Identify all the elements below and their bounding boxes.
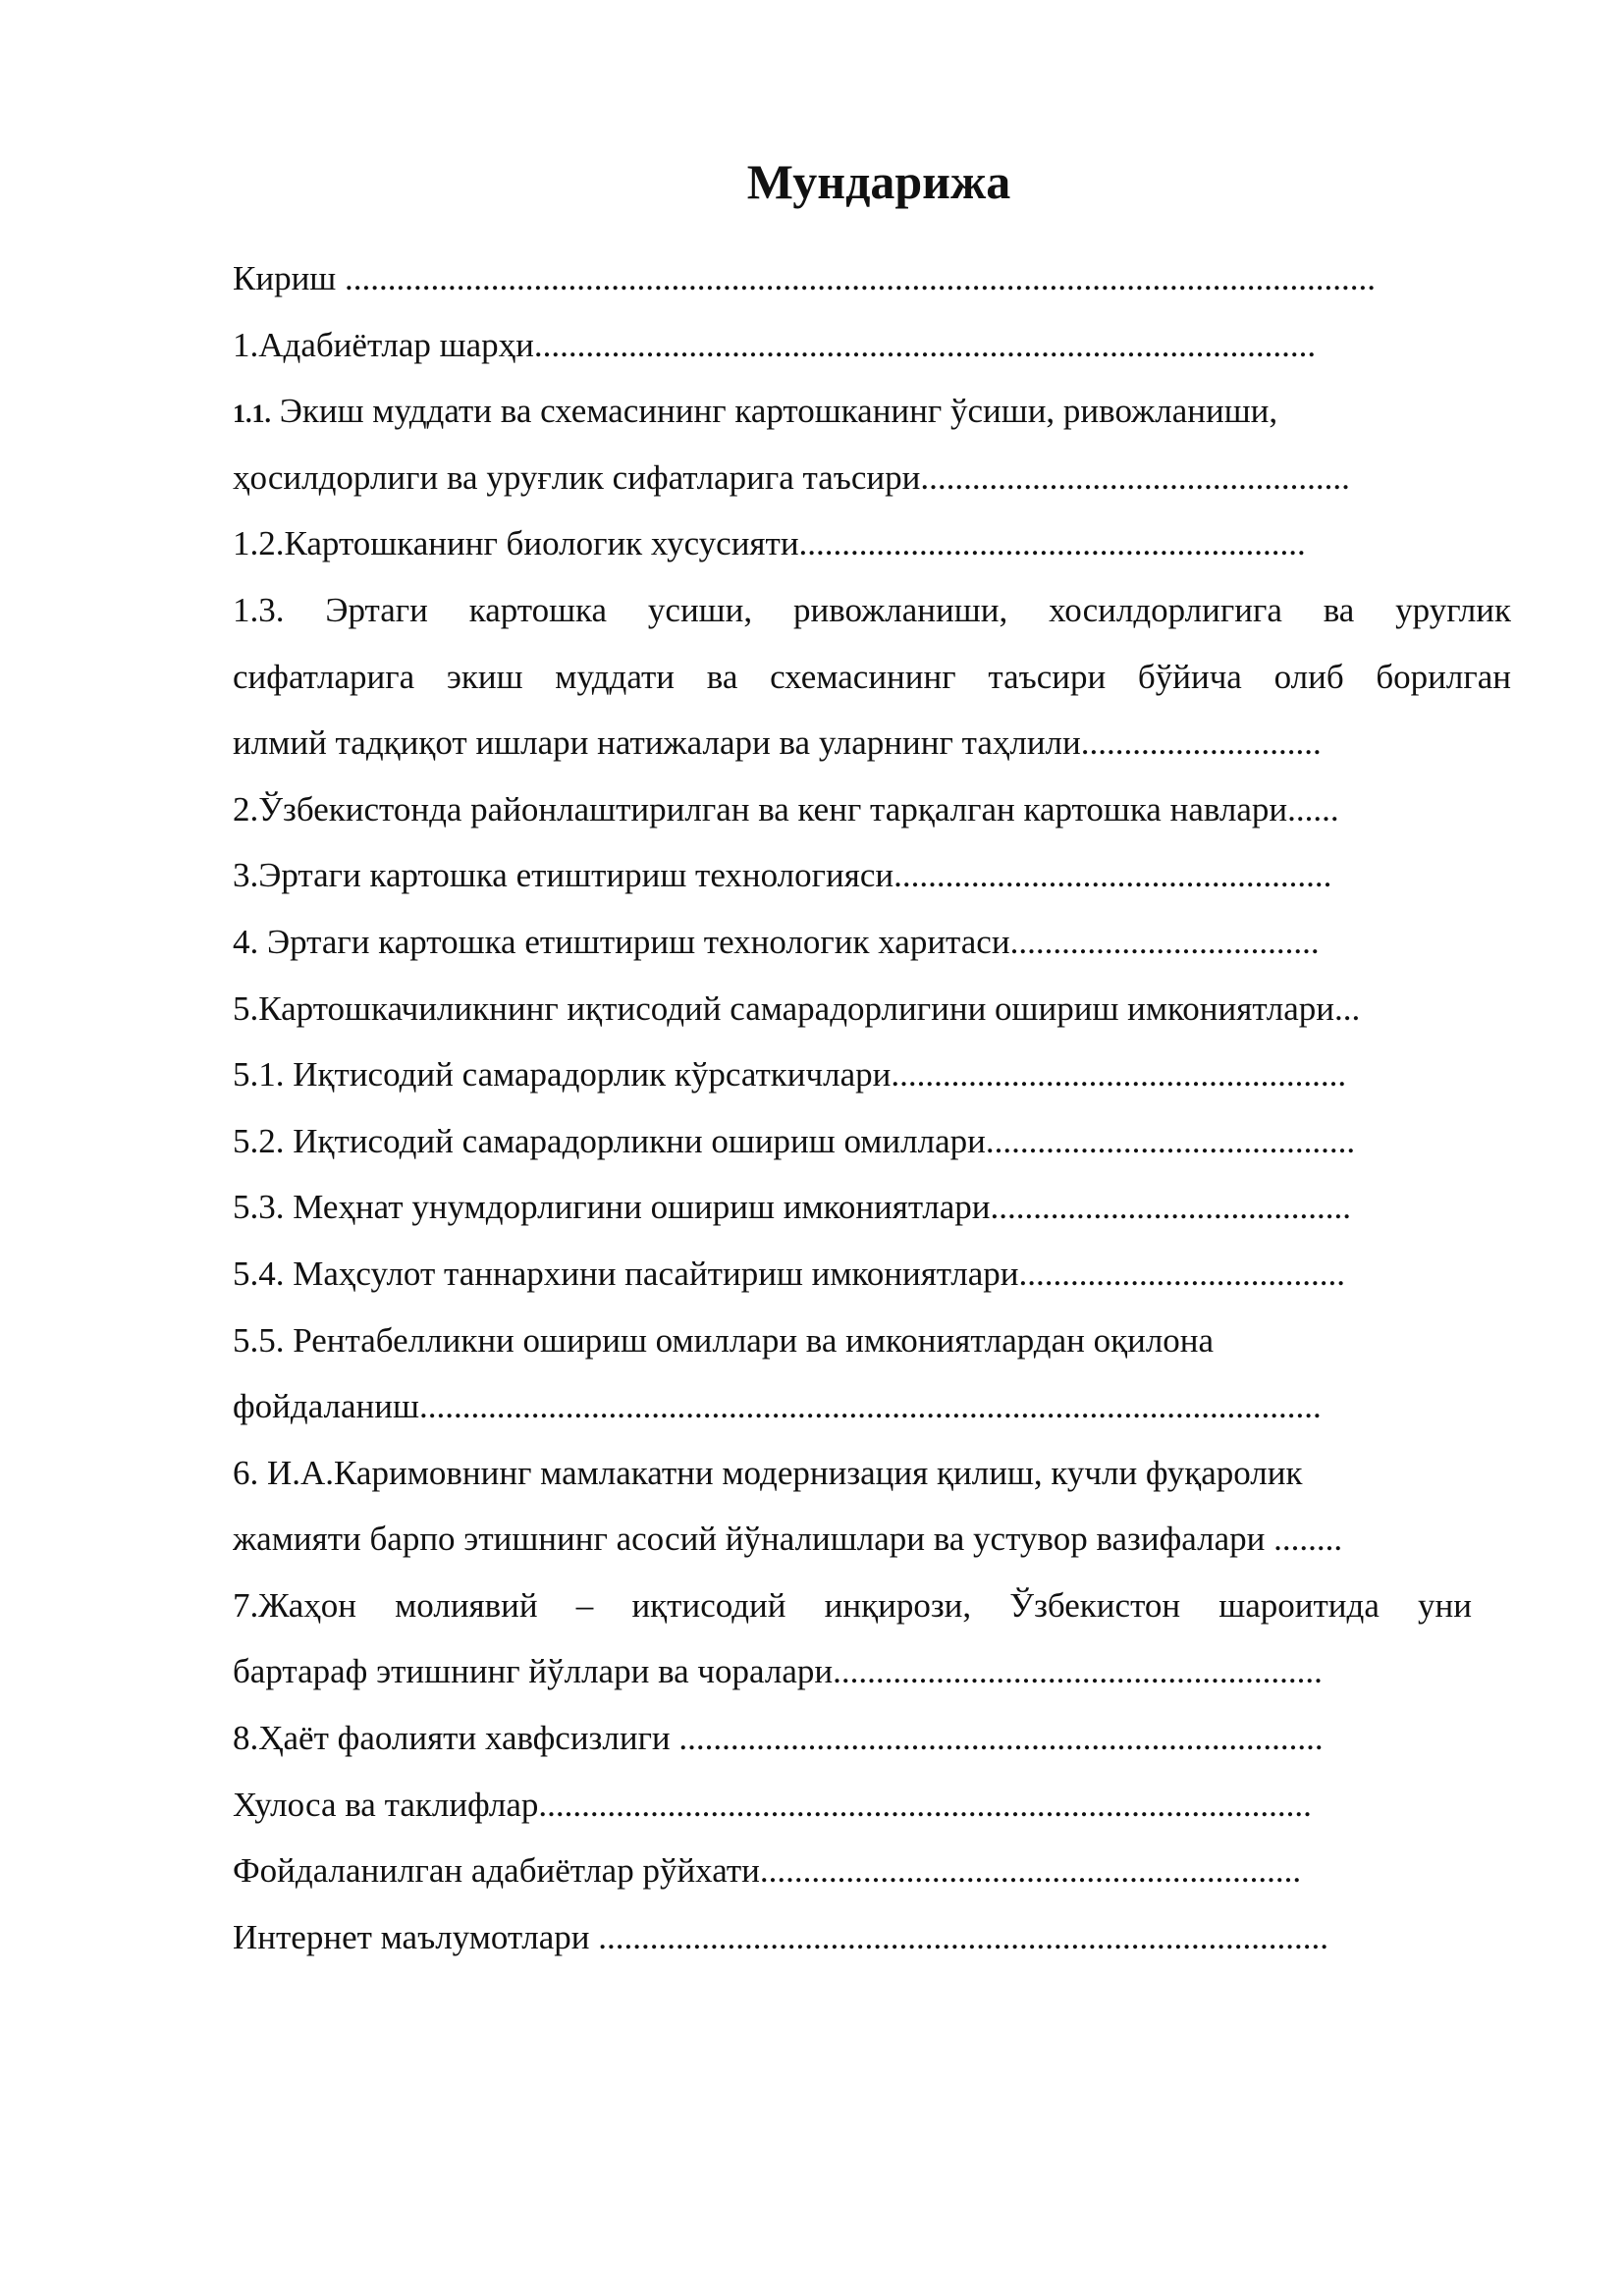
toc-entry-number: 1.1.	[233, 400, 271, 429]
table-of-contents	[233, 245, 1509, 1970]
toc-entry-text: илмий тадқиқот ишлари натижалари ва уларнинг таҳлили............................	[233, 723, 1322, 763]
toc-entry	[233, 1506, 1509, 1573]
toc-entry-text: фойдаланиш.........................................................................................................	[233, 1387, 1322, 1426]
toc-entry-text: Фойдаланилган адабиётлар рўйхати...............................................................	[233, 1851, 1302, 1891]
toc-entry-text: 8.Ҳаёт фаолияти хавфсизлиги ...........................................................................	[233, 1719, 1324, 1758]
toc-entry-text: 1.2.Картошканинг биологик хусусияти...........................................................	[233, 524, 1306, 563]
toc-entry	[233, 1838, 1509, 1904]
toc-entry	[233, 1440, 1509, 1507]
toc-entry	[233, 245, 1509, 312]
toc-entry	[233, 1241, 1509, 1308]
toc-entry-text: Хулоса ва таклифлар..........................................................................................	[233, 1785, 1312, 1824]
toc-entry	[233, 1772, 1509, 1839]
toc-entry-text: 3.Эртаги картошка етиштириш технологияси...................................................	[233, 856, 1332, 895]
toc-entry	[233, 1638, 1509, 1705]
toc-entry-text: Экиш муддати ва схемасининг картошканинг ўсиши, ривожланиши,	[271, 392, 1278, 431]
toc-entry: 1.3. Эртаги картошка усиши, ривожланиши, хосилдорлигига ва уруглик	[233, 590, 1511, 629]
toc-entry	[233, 1174, 1509, 1241]
toc-entry	[233, 445, 1509, 511]
toc-entry-text: 5.1. Иқтисодий самарадорлик кўрсаткичлари.....................................................	[233, 1055, 1347, 1095]
toc-entry-text: 5.4. Маҳсулот таннархини пасайтириш имкониятлари......................................	[233, 1254, 1345, 1293]
toc-entry	[233, 1041, 1509, 1108]
toc-entry-text: 5.3. Меҳнат унумдорлигини ошириш имкониятлари..........................................	[233, 1188, 1352, 1227]
toc-entry	[233, 510, 1509, 577]
toc-entry	[233, 1904, 1509, 1971]
toc-entry: сифатларига экиш муддати ва схемасининг таъсири бўйича олиб борилган	[233, 657, 1511, 696]
toc-entry: 7.Жаҳон молиявий – иқтисодий инқирози, Ўзбекистон шароитида уни	[233, 1585, 1472, 1625]
toc-entry	[233, 1308, 1509, 1374]
toc-entry-text: 1.Адабиётлар шарҳи...........................................................................................	[233, 325, 1317, 364]
toc-entry	[233, 1108, 1509, 1175]
toc-entry-text: 5.Картошкачиликнинг иқтисодий самарадорлигини ошириш имкониятлари...	[233, 988, 1361, 1028]
toc-entry-text: 6. И.А.Каримовнинг мамлакатни модернизация қилиш, кучли фуқаролик	[233, 1453, 1303, 1492]
toc-entry	[233, 842, 1509, 909]
toc-entry-text: бартараф этишнинг йўллари ва чоралари.........................................................	[233, 1652, 1323, 1691]
page-title: Мундарижа	[746, 154, 1011, 209]
toc-entry	[233, 1705, 1509, 1772]
toc-entry	[233, 710, 1509, 776]
toc-entry	[233, 976, 1509, 1042]
toc-entry-text: жамияти барпо этишнинг асосий йўналишлари ва устувор вазифалари ........	[233, 1520, 1343, 1559]
toc-entry-text: 5.5. Рентабелликни ошириш омиллари ва имкониятлардан оқилона	[233, 1320, 1215, 1360]
toc-entry-text: Кириш ........................................................................................................................	[233, 259, 1377, 297]
toc-entry	[233, 909, 1509, 976]
toc-entry-text: 4. Эртаги картошка етиштириш технологик харитаси....................................	[233, 922, 1320, 961]
toc-entry-text: 5.2. Иқтисодий самарадорликни ошириш омиллари...........................................	[233, 1121, 1356, 1160]
toc-entry	[233, 1373, 1509, 1440]
toc-entry-text: Интернет маълумотлари .....................................................................................	[233, 1917, 1329, 1956]
toc-entry-text: ҳосилдорлиги ва уруғлик сифатларига таъсири..................................................	[233, 457, 1350, 497]
toc-entry	[233, 312, 1509, 379]
toc-entry	[233, 776, 1509, 843]
toc-entry	[233, 378, 1509, 445]
toc-entry-text: 2.Ўзбекистонда районлаштирилган ва кенг тарқалган картошка навлари......	[233, 789, 1339, 828]
